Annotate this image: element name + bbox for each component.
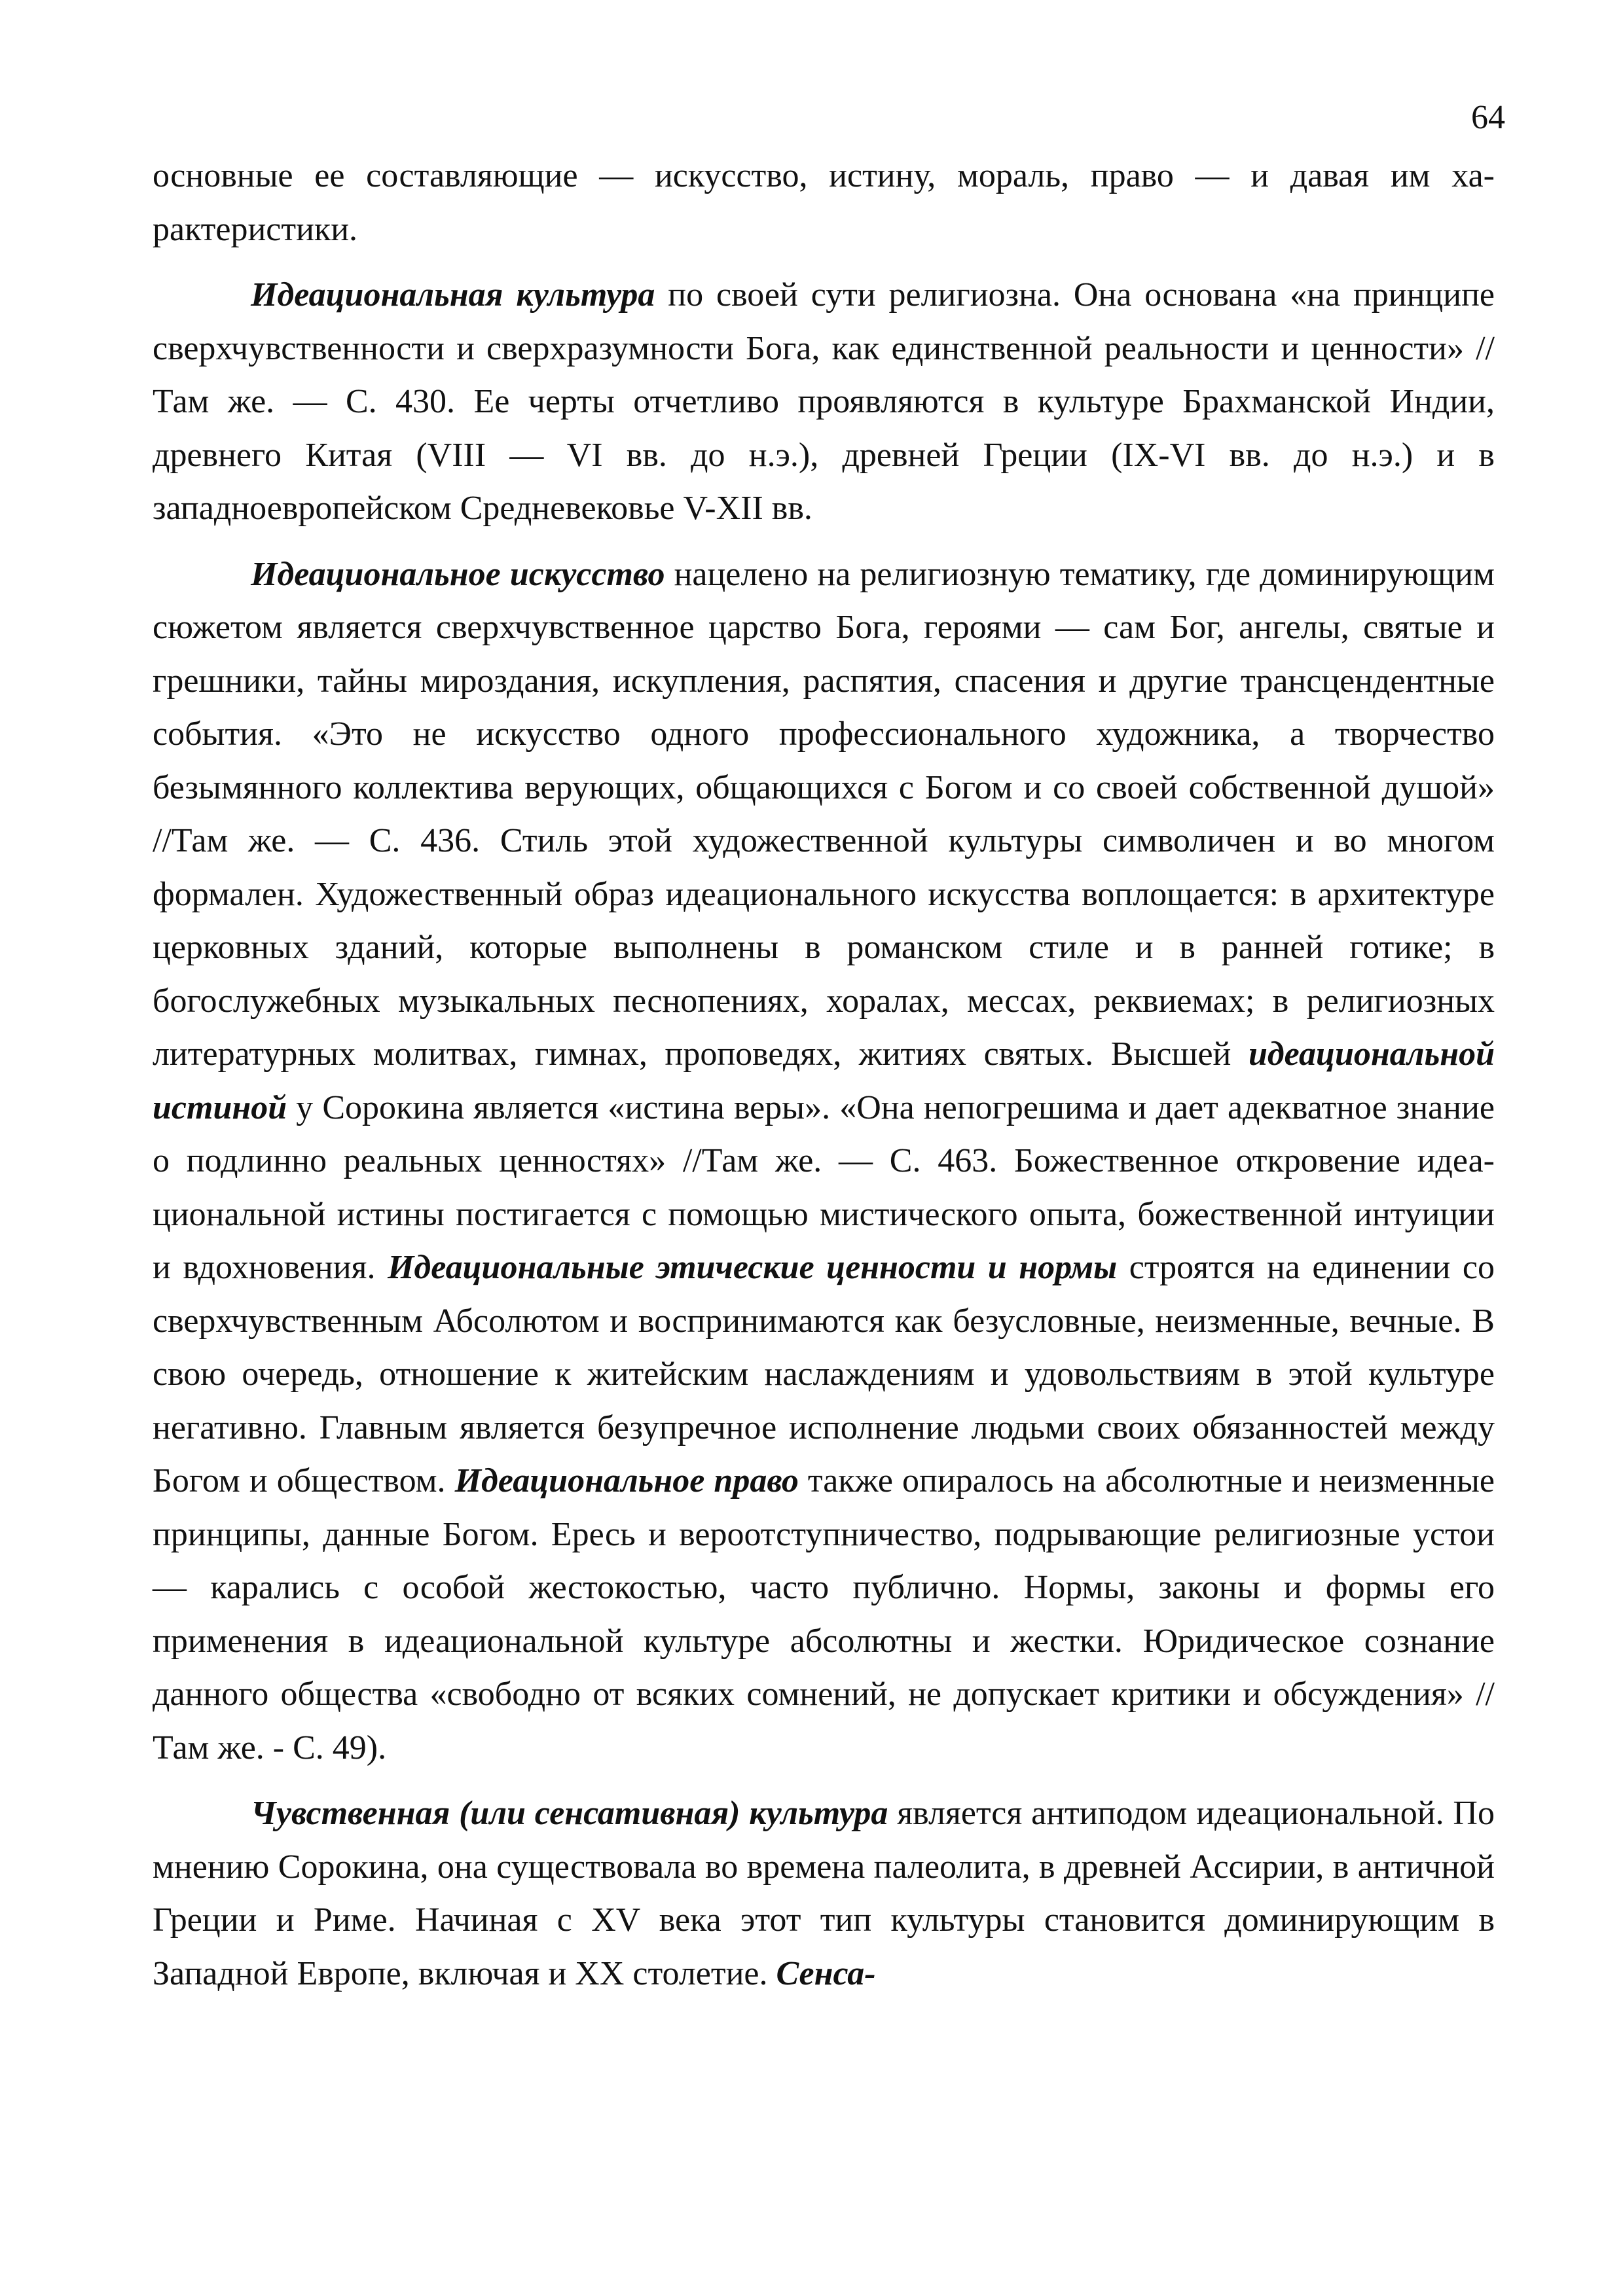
text-segment: нацелено на религиозную тематику, где доминирующим сюжетом является сверхчувственное царство Бога, героями — сам Бог, ангелы, святые и грешники, тайны мироздания, искупления, распятия, спасения и другие трансцендентные события. «Это не искусство одного профессионального художника, а творчество безымянного коллектива верующих, общающихся с Богом и со своей собственной душой» //Там же. — С. 436. Стиль этой художественной культуры символичен и во многом формален. Художественный образ идеационального искусства воплощается: в архитектуре церковных зданий, которые выполнены в романском стиле и в ранней готике; в богослужебных музыкальных песнопениях, хоралах, мессах, реквиемах; в религиозных литературных молитвах, гимнах, проповедях, житиях святых. Высшей <box>153 555 1495 1073</box>
text-segment: основные ее составляющие — искусство, истину, мораль, право — и давая им характеристики. <box>153 157 1495 248</box>
text-segment: по своей сути религиозна. Она основана «на принципе сверхчувственности и сверхразумности Бога, как единственной реальности и ценности» //Там же. — С. 430. Ее черты отчетливо проявляются в культуре Брахманской Индии, древнего Китая (VIII — VI вв. до н.э.), древней Греции (IX-VI вв. до н.э.) и в западноевропейском Средневековье V-XII вв. <box>153 276 1495 527</box>
emphasized-term: Идеациональные этические ценности и нормы <box>387 1249 1118 1286</box>
emphasized-term: Идеациональная культура <box>251 276 655 314</box>
paragraph-ideational-culture <box>153 268 1495 535</box>
text-segment: строятся на единении со сверхчувственным Абсолютом и воспринимаются как безусловные, неизменные, вечные. В свою очередь, отношение к житейским наслаждениям и удовольствиям в этой культуре негативно. Главным является безупречное исполнение людьми своих обязанностей между Богом и обществом. <box>153 1249 1495 1499</box>
text-segment: также опиралось на абсолютные и неизменные принципы, данные Богом. Ересь и вероотступничество, подрывающие религиозные устои — карались с особой жестокостью, часто публично. Нормы, законы и формы его применения в идеациональной культуре абсолютны и жестки. Юридическое сознание данного общества «свободно от всяких сомнений, не допускает критики и обсуждения» //Там же. - С. 49). <box>153 1462 1495 1767</box>
emphasized-term: Чувственная (или сенсативная) культура <box>251 1795 888 1832</box>
page-number: 64 <box>1471 99 1505 136</box>
paragraph-continuation <box>153 149 1495 256</box>
emphasized-term: Сенса- <box>776 1954 876 1992</box>
paragraph-sensate-culture <box>153 1787 1495 2000</box>
emphasized-term: Идеациональное право <box>454 1462 799 1499</box>
text-segment: является антиподом идеациональной. По мнению Сорокина, она существовала во времена палеолита, в древней Ассирии, в античной Греции и Риме. Начиная с XV века этот тип культуры становится доминирующим в Западной Европе, включая и XX столетие. <box>153 1795 1495 1992</box>
emphasized-term: Идеациональное искусство <box>251 555 665 593</box>
paragraph-ideational-art <box>153 548 1495 1775</box>
text-segment: у Сорокина является «истина веры». «Она непогрешима и дает адекватное знание о подлинно реальных ценностях» //Там же. — С. 463. Божественное откровение идеациональной истины постигается с помощью мистического опыта, божественной интуиции и вдохновения. <box>153 1088 1495 1286</box>
body-text <box>153 149 1495 2000</box>
emphasized-term: идеациональной истиной <box>153 1035 1495 1126</box>
